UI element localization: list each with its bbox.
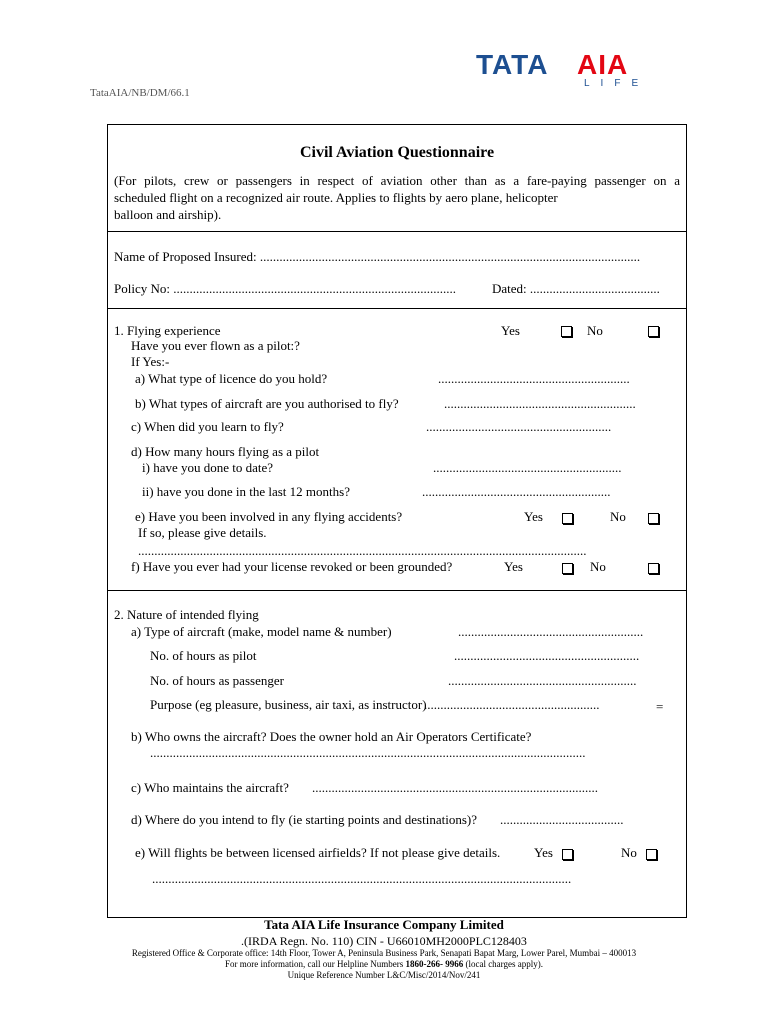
s1-f-yes-label: Yes — [504, 559, 523, 574]
s2-hours-pilot-label: No. of hours as pilot — [150, 648, 257, 663]
footer-registration: .(IRDA Regn. No. 110) CIN - U66010MH2000PLC128403 — [241, 934, 527, 948]
s1-yes-checkbox[interactable] — [561, 323, 572, 341]
s1-heading: 1. Flying experience — [114, 323, 221, 338]
s1-e-yes-label: Yes — [524, 509, 543, 524]
s2-hours-passenger-label: No. of hours as passenger — [150, 673, 284, 688]
form-title: Civil Aviation Questionnaire — [299, 144, 495, 161]
intro-line-1: (For pilots, crew or passengers in respect of aviation other than as a fare-paying passenger on a — [114, 173, 680, 188]
s2-a-answer[interactable]: ......................................................... — [458, 624, 644, 639]
intro-line-2: scheduled flight on a recognized air route. Applies to flights by aero plane, helicopter — [114, 190, 558, 205]
s2-d-answer[interactable]: ...................................... — [500, 812, 624, 827]
s1-d-ii-answer[interactable]: .......................................................... — [422, 484, 611, 499]
s2-b-question: b) Who owns the aircraft? Does the owner hold an Air Operators Certificate? — [131, 729, 532, 744]
name-of-insured-field[interactable]: Name of Proposed Insured: ..................................................................................................................... — [114, 249, 641, 264]
divider — [108, 308, 686, 309]
footer-helpline — [0, 959, 768, 969]
footer-helpline-suffix: (local charges apply). — [463, 959, 544, 969]
s1-e-details-answer[interactable]: .......................................................................................................................................... — [138, 543, 587, 558]
s1-pilot-question: Have you ever flown as a pilot:? — [131, 338, 300, 353]
s2-e-yes-label: Yes — [534, 845, 553, 860]
logo-life-text: LIFE — [584, 78, 650, 89]
s1-f-question: f) Have you ever had your license revoked or been grounded? — [131, 559, 453, 574]
s1-c-answer[interactable]: ......................................................... — [426, 419, 612, 434]
tata-aia-life-logo — [476, 49, 650, 92]
footer-helpline-number: 1860-266- 9966 — [405, 959, 464, 969]
s1-e-no-label: No — [610, 509, 626, 524]
divider — [108, 590, 686, 591]
s1-a-answer[interactable]: ........................................................... — [438, 371, 630, 386]
s1-c-question: c) When did you learn to fly? — [131, 419, 284, 434]
form-intro — [114, 172, 680, 223]
s2-e-question: e) Will flights be between licensed airfields? If not please give details. — [135, 845, 501, 860]
document-reference-code: TataAIA/NB/DM/66.1 — [90, 87, 190, 99]
footer-office-address: Registered Office & Corporate office: 14th Floor, Tower A, Peninsula Business Park, Senapati Bapat Marg, Lower Parel, Mumbai – 400013 — [131, 948, 637, 958]
s2-hours-pilot-answer[interactable]: ......................................................... — [454, 648, 640, 663]
s1-yes-label: Yes — [501, 323, 520, 338]
s1-f-no-label: No — [590, 559, 606, 574]
s1-d-i-answer[interactable]: .......................................................... — [433, 460, 622, 475]
s2-e-details-answer[interactable]: ................................................................................................................................. — [152, 871, 572, 886]
s1-b-question: b) What types of aircraft are you authorised to fly? — [135, 396, 399, 411]
s2-e-no-checkbox[interactable] — [646, 846, 657, 864]
questionnaire-form — [107, 124, 687, 918]
s2-purpose-mark: = — [656, 699, 664, 714]
s1-b-answer[interactable]: ........................................................... — [444, 396, 636, 411]
s2-purpose-label: Purpose (eg pleasure, business, air taxi, as instructor) — [150, 697, 427, 712]
dated-field[interactable]: Dated: ........................................ — [492, 281, 660, 296]
footer-unique-reference: Unique Reference Number L&C/Misc/2014/Nov/241 — [287, 970, 481, 980]
s2-d-question: d) Where do you intend to fly (ie starting points and destinations)? — [131, 812, 477, 827]
footer-company-name: Tata AIA Life Insurance Company Limited — [264, 917, 504, 932]
s2-e-yes-checkbox[interactable] — [562, 846, 573, 864]
footer-helpline-prefix: For more information, call our Helpline Numbers — [224, 959, 406, 969]
s1-e-details-prompt: If so, please give details. — [138, 525, 267, 540]
divider — [108, 231, 686, 232]
s1-f-yes-checkbox[interactable] — [562, 560, 573, 578]
s2-hours-passenger-answer[interactable]: .......................................................... — [448, 673, 637, 688]
s1-e-question: e) Have you been involved in any flying accidents? — [135, 509, 403, 524]
s1-e-no-checkbox[interactable] — [648, 510, 659, 528]
logo-aia-text: AIA — [577, 49, 629, 80]
s1-no-label: No — [587, 323, 603, 338]
s1-if-yes: If Yes:- — [131, 354, 170, 369]
s1-e-yes-checkbox[interactable] — [562, 510, 573, 528]
s2-heading: 2. Nature of intended flying — [114, 607, 259, 622]
s2-c-question: c) Who maintains the aircraft? — [131, 780, 289, 795]
s2-a-question: a) Type of aircraft (make, model name & number) — [131, 624, 392, 639]
intro-line-3: balloon and airship). — [114, 207, 222, 222]
s2-e-no-label: No — [621, 845, 637, 860]
s1-d-ii-question: ii) have you done in the last 12 months? — [142, 484, 350, 499]
s1-f-no-checkbox[interactable] — [648, 560, 659, 578]
s2-c-answer[interactable]: ........................................................................................ — [312, 780, 598, 795]
s2-purpose-answer[interactable]: ...................................................... — [424, 697, 600, 712]
s2-b-answer[interactable]: ...................................................................................................................................... — [150, 745, 586, 760]
s1-no-checkbox[interactable] — [648, 323, 659, 341]
logo-tata-text: TATA — [476, 49, 549, 80]
policy-number-field[interactable]: Policy No: ....................................................................................... — [114, 281, 456, 296]
s1-a-question: a) What type of licence do you hold? — [135, 371, 328, 386]
s1-d-question: d) How many hours flying as a pilot — [131, 444, 320, 459]
s1-d-i-question: i) have you done to date? — [142, 460, 274, 475]
